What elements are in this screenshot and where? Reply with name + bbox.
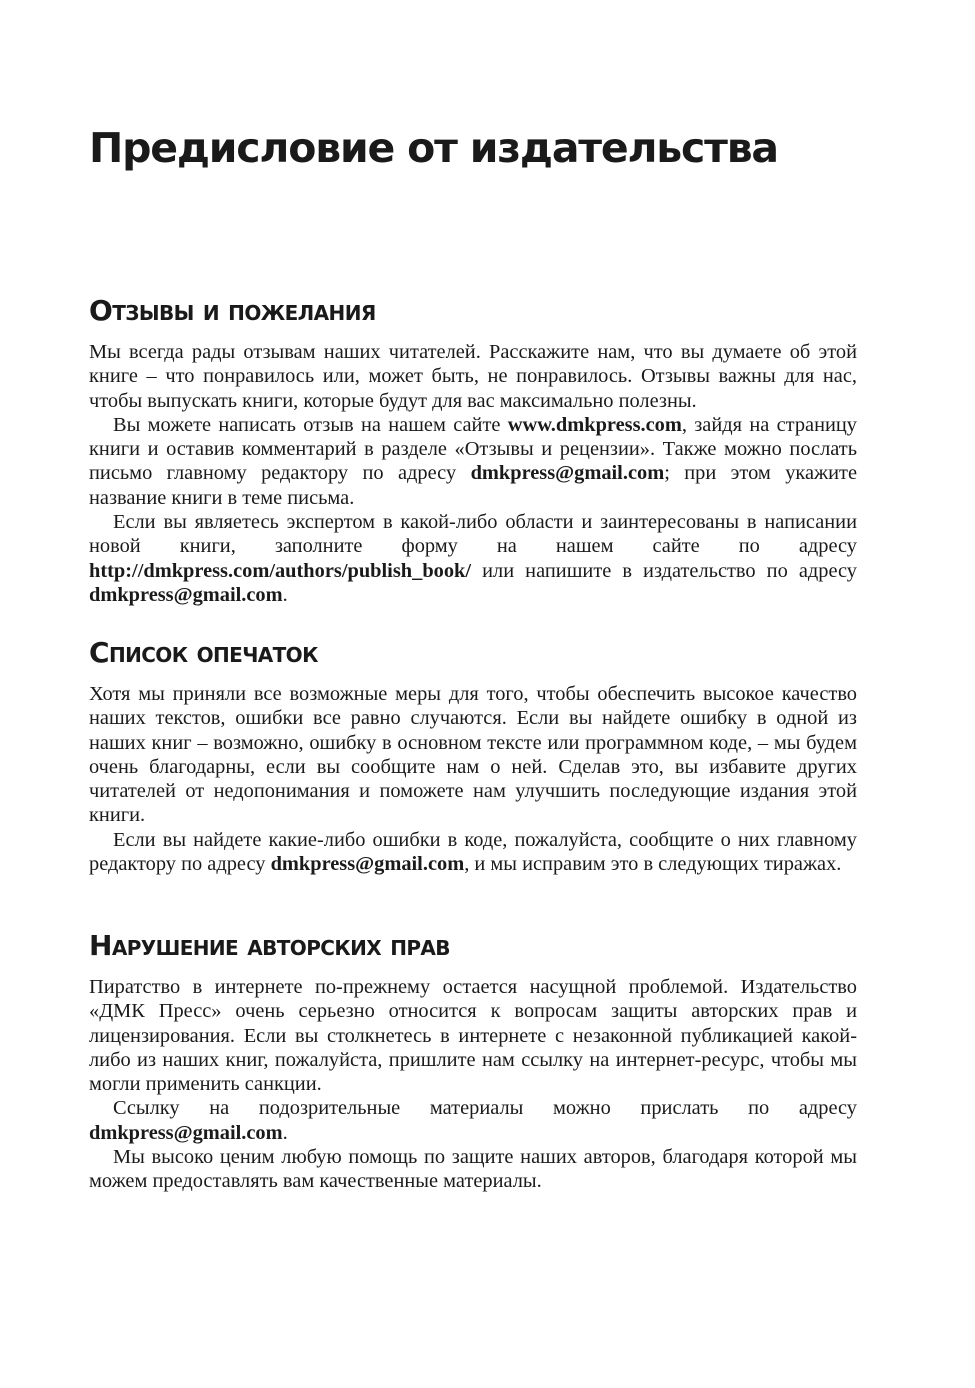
section-heading-errata: Список опечаток xyxy=(89,636,318,669)
errata-p2-text-b: , и мы исправим это в следующих тиражах. xyxy=(464,853,842,876)
feedback-p2-text-c: ; при этом укажите название книги в теме письма. xyxy=(89,462,857,509)
errata-paragraph-2 xyxy=(89,828,857,877)
section-heading-piracy: Нарушение авторских прав xyxy=(89,929,450,962)
piracy-paragraph-3: Мы высоко ценим любую помощь по защите наших авторов, благодаря которой мы можем предоставлять вам качественные материалы. xyxy=(89,1146,857,1193)
feedback-paragraph-1: Мы всегда рады отзывам наших читателей. Расскажите нам, что вы думаете об этой книге – что понравилось или, может быть, не понравилось. Отзывы важны для нас, чтобы выпускать книги, которые будут для вас максимально полезны. xyxy=(89,341,857,412)
section-heading-feedback: Отзывы и пожелания xyxy=(89,294,376,327)
feedback-paragraph-3 xyxy=(89,510,857,607)
section-errata xyxy=(89,634,857,876)
piracy-paragraph-2 xyxy=(89,1096,857,1145)
feedback-p3-text-b: или напишите в издательство по адресу xyxy=(471,559,857,582)
site-link[interactable]: www.dmkpress.com xyxy=(507,413,682,436)
publish-book-link[interactable]: http://dmkpress.com/authors/publish_book/ xyxy=(89,559,472,582)
feedback-paragraph-2 xyxy=(89,413,857,510)
piracy-p2-text-b: . xyxy=(282,1121,288,1144)
piracy-p2-text-a: Ссылку на подозрительные материалы можно прислать по адресу xyxy=(113,1097,857,1120)
feedback-p3-text-a: Если вы являетесь экспертом в какой-либо области и заинтересованы в написании новой книги, заполните форму на нашем сайте по адресу xyxy=(89,511,857,558)
page-title: Предисловие от издательства xyxy=(89,124,778,172)
feedback-p3-text-c: . xyxy=(282,583,288,606)
feedback-p2-text-a: Вы можете написать отзыв на нашем сайте xyxy=(113,413,508,436)
publisher-email-link[interactable]: dmkpress@gmail.com xyxy=(89,583,283,606)
feedback-p2-text-b: , зайдя на страницу книги и оставив комментарий в разделе «Отзывы и рецензии». Также можно послать письмо главному редактору по адресу xyxy=(89,413,858,485)
section-feedback xyxy=(89,292,857,607)
piracy-email-link[interactable]: dmkpress@gmail.com xyxy=(89,1121,283,1144)
piracy-paragraph-1: Пиратство в интернете по-прежнему остается насущной проблемой. Издательство «ДМК Пресс» очень серьезно относится к вопросам защиты авторских прав и лицензирования. Если вы столкнетесь в интернете с незаконной публикацией какой-либо из наших книг, пожалуйста, пришлите нам ссылку на интернет-ресурс, чтобы мы могли применить санкции. xyxy=(89,976,857,1096)
errata-p2-text-a: Если вы найдете какие-либо ошибки в коде, пожалуйста, сообщите о них главному редактору по адресу xyxy=(89,828,857,876)
editor-email-link[interactable]: dmkpress@gmail.com xyxy=(470,462,665,485)
errata-email-link[interactable]: dmkpress@gmail.com xyxy=(270,853,465,876)
section-piracy xyxy=(89,927,857,1194)
errata-paragraph-1: Хотя мы приняли все возможные меры для того, чтобы обеспечить высокое качество наших текстов, ошибки все равно случаются. Если вы найдете ошибку в одной из наших книг – возможно, ошибку в основном тексте или программном коде, – мы будем очень благодарны, если вы сообщите нам о ней. Сделав это, вы избавите других читателей от недопонимания и поможете нам улучшить последующие издания этой книги. xyxy=(89,683,857,827)
